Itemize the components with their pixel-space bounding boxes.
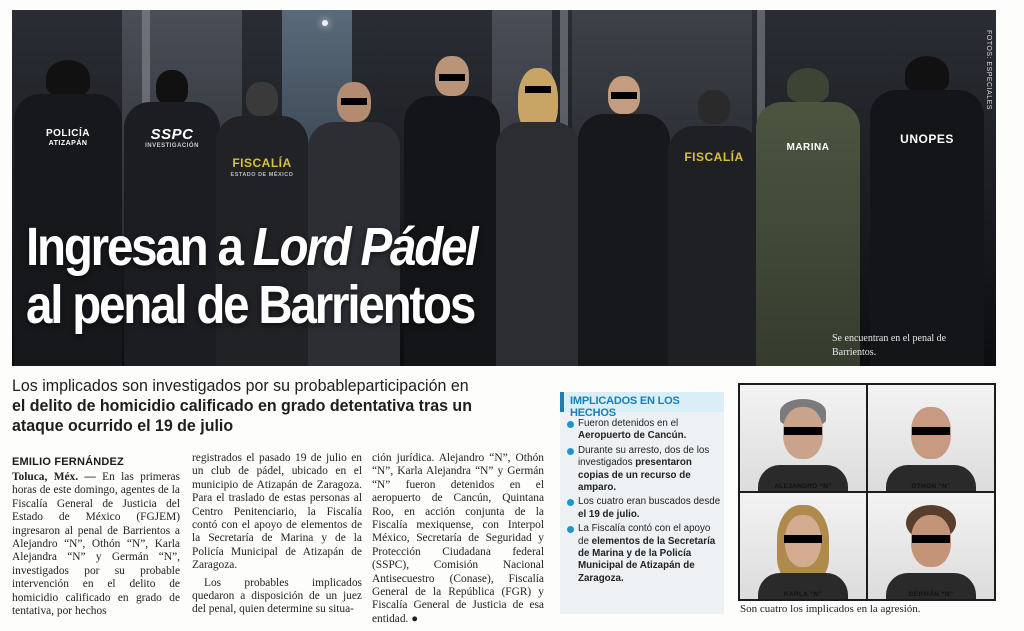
photo-officer-marina	[756, 40, 860, 366]
mugshot-german	[868, 493, 994, 599]
photo-figure-body	[578, 114, 670, 366]
hero-photo	[12, 10, 996, 366]
article-column-2	[192, 452, 362, 617]
sidebar-item	[566, 496, 722, 521]
mugshot-karla	[740, 493, 866, 599]
photo-censor-bar	[341, 98, 367, 105]
mugshot-name: KARLA “N”	[783, 591, 823, 598]
mugshot-name: OTHON “N”	[911, 483, 951, 490]
mugshot-alejandro	[740, 385, 866, 491]
photo-figure-body	[496, 122, 580, 366]
photo-officer-unopes	[870, 34, 984, 366]
vest-label-unopes: UNOPES	[900, 132, 954, 146]
headline-line-1-text: Ingresan a	[26, 217, 253, 277]
headline-line-1	[26, 218, 476, 276]
sidebar-item-text: Durante su arresto, dos de los investigados	[578, 444, 710, 469]
helmet	[46, 60, 90, 96]
article-column-1	[12, 471, 180, 618]
vest-label-marina: MARINA	[786, 142, 830, 153]
mugshot-grid	[738, 383, 996, 601]
mugshot-censor-bar	[784, 535, 822, 543]
sidebar-item	[566, 445, 722, 495]
photo-light	[322, 20, 328, 26]
sidebar-box	[560, 392, 724, 614]
mugshots-caption: Son cuatro los implicados en la agresión.	[740, 603, 921, 615]
photo-figure-head	[698, 90, 730, 124]
deck-regular: Los implicados son investigados por su probableparticipación en	[12, 376, 469, 395]
sidebar-title: IMPLICADOS EN LOS HECHOS	[570, 395, 680, 419]
mugshot-name: ALEJANDRO “N”	[774, 483, 832, 490]
headline	[26, 218, 476, 334]
vest-sublabel-sspc: INVESTIGACIÓN	[145, 143, 199, 149]
sidebar-list	[566, 418, 722, 587]
article-text-col2-p2: Los probables implicados quedaron a disposición de un juez del penal, quien determine su situa-	[192, 576, 362, 616]
photo-caption: Se encuentran en el penal de Barrientos.	[832, 333, 947, 358]
photo-figure-head	[156, 70, 188, 106]
sidebar-item	[566, 523, 722, 585]
mugshot-name: GERMÁN “N”	[908, 591, 954, 598]
sidebar-item-text: Fueron detenidos en el	[578, 418, 679, 429]
sidebar-item-bold: presentaron copias de un recurso de amparo.	[578, 457, 692, 494]
sidebar-header	[560, 392, 724, 419]
photo-credit: FOTOS: ESPECIALES	[985, 30, 992, 110]
mugshot-othon	[868, 385, 994, 491]
vest-sublabel-fiscalia: ESTADO DE MÉXICO	[230, 172, 294, 178]
article-column-3	[372, 452, 544, 626]
vest-sublabel-policia: ATIZAPÁN	[48, 140, 88, 147]
sidebar-item-bold: elementos de la Secretaría de Marina y de la Policía Municipal de Atizapán de Zaragoza.	[578, 535, 716, 584]
sidebar-item-text: La Fiscalía contó con el apoyo de	[578, 523, 711, 547]
photo-agent-fiscalia-2	[668, 68, 760, 366]
mugshot-censor-bar	[912, 535, 950, 543]
end-mark: ●	[411, 612, 419, 625]
vest-label-fiscalia: FISCALÍA	[232, 156, 292, 170]
photo-censor-bar	[439, 74, 465, 81]
vest-label-policia: POLICÍA	[45, 128, 91, 139]
mugshot-censor-bar	[912, 427, 950, 435]
byline: EMILIO FERNÁNDEZ	[12, 456, 124, 468]
helmet	[905, 56, 949, 92]
article-text-col3: ción jurídica. Alejandro “N”, Othón “N”, Karla Alejandra “N” y Germán “N” fueron detenidos en el aeropuerto de Cancún, Quintana Roo, en acción conjunta de la Fiscalía mexiquense, con Interpol México, Secretaría de Seguridad y Protección Ciudadana federal (SSPC), Comisión Nacional Antisecuestro (Conase), Fiscalía General de la República (FGR) y Fiscalía General de Justicia de esa entidad.	[372, 452, 544, 625]
article-text-col2-p1: registrados el pasado 19 de julio en un club de pádel, ubicado en el municipio de Atizapán de Zaragoza. Para el traslado de estas personas al Centro Penitenciario, la Fiscalía contó con el apoyo de elementos de la Secretaría de Marina y de la Policía Municipal de Atizapán de Zaragoza.	[192, 452, 362, 572]
headline-line-2: al penal de Barrientos	[26, 275, 475, 335]
deck-bold: el delito de homicidio calificado en grado detentativa tras un ataque ocurrido el 19 de julio	[12, 396, 472, 435]
photo-detainee-3	[496, 68, 580, 366]
sidebar-item-bold: Aeropuerto de Cancún.	[578, 430, 687, 442]
deck	[12, 376, 520, 436]
dateline: Toluca, Méx. —	[12, 471, 96, 483]
photo-detainee-4	[578, 46, 670, 366]
photo-censor-bar	[611, 92, 637, 99]
vest-label-fiscalia-2: FISCALÍA	[684, 150, 744, 164]
helmet	[787, 68, 829, 102]
sidebar-item-text: Los cuatro eran buscados desde	[578, 496, 721, 508]
mugshot-censor-bar	[784, 427, 822, 435]
headline-line-1-italic: Lord Pádel	[252, 217, 477, 277]
photo-censor-bar	[525, 86, 551, 93]
sidebar-item	[566, 418, 722, 443]
article-text-col1: En las primeras horas de este domingo, agentes de la Fiscalía General de Justicia del Estado de México (FGJEM) ingresaron al penal de Barrientos a Alejandro “N”, Othón “N”, Karla Alejandra “N” y Germán “N”, investigados por su probable intervención en el delito de homicidio calificado en grado de tentativa, por hechos	[12, 471, 180, 618]
photo-figure-head	[246, 82, 278, 116]
vest-label-sspc: SSPC	[150, 126, 194, 143]
sidebar-item-bold: el 19 de julio.	[578, 508, 640, 520]
